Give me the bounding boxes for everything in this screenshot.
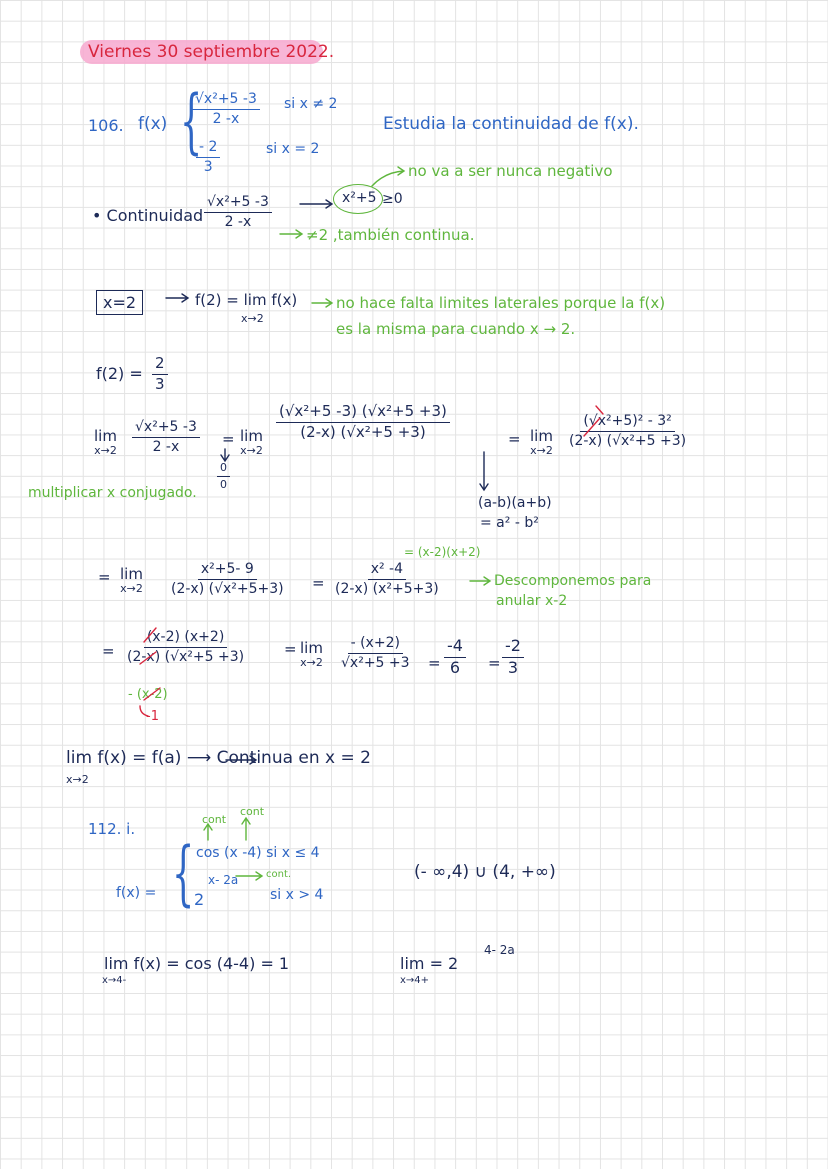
l4-denominator: (2-x) (√x²+5+3)	[171, 580, 284, 597]
continuity-label: • Continuidad	[92, 206, 204, 225]
l3-numerator: (√x²+5)² - 3²	[580, 414, 674, 432]
equals-1: =	[222, 430, 235, 448]
case2-condition: si x = 2	[266, 141, 320, 157]
strike-sqrt	[584, 406, 603, 436]
lim-4-label: lim	[120, 565, 143, 583]
l5-factor-note: = (x-2)(x+2)	[404, 545, 481, 559]
l4-numerator: x²+5- 9	[198, 562, 257, 580]
f2-limit: f(2) = lim f(x)	[195, 291, 298, 309]
arrow-cont-case2	[236, 872, 262, 880]
case1-denominator: 2 -x	[212, 110, 240, 127]
right-limit: lim = 2	[400, 954, 459, 973]
equals-7: =	[428, 654, 441, 672]
piecewise-brace-112: {	[172, 832, 195, 914]
case2-denominator: 3	[203, 158, 213, 175]
exercise-number-106: 106.	[88, 116, 124, 135]
equals-3: =	[98, 568, 111, 586]
piecewise-brace: {	[180, 80, 203, 162]
l2-denominator: (2-x) (√x²+5 +3)	[300, 422, 426, 441]
equals-8: =	[488, 654, 501, 672]
l5-numerator: x² -4	[368, 562, 406, 580]
arrow-never-negative	[372, 167, 404, 186]
lim-1-sub: x→2	[94, 443, 117, 457]
lim-4-sub: x→2	[120, 581, 143, 595]
f2-numerator: 2	[152, 356, 168, 375]
date-heading: Viernes 30 septiembre 2022.	[88, 42, 335, 62]
strike-x-2	[144, 628, 156, 642]
l1-numerator: √x²+5 -3	[132, 420, 200, 438]
l9-numerator: -2	[502, 638, 524, 658]
lim-5-label: lim	[300, 639, 323, 657]
case1-numerator: √x²+5 -3	[192, 92, 260, 110]
arrow-decompose	[470, 577, 490, 585]
l6-numerator: (x-2) (x+2)	[144, 630, 227, 648]
l6-denominator: (2-x) (√x²+5 +3)	[127, 648, 245, 665]
l7-denominator: √x²+5 +3	[341, 654, 410, 671]
l5-denominator: (2-x) (x²+5+3)	[335, 580, 439, 597]
exercise-number-112: 112. i.	[88, 820, 136, 838]
case1-condition: si x ≠ 2	[284, 96, 338, 112]
arrow-to-radicand	[300, 200, 332, 208]
indet-numerator: 0	[217, 462, 230, 477]
strike-note	[144, 688, 160, 700]
equals-5: =	[102, 642, 115, 660]
l8-numerator: -4	[444, 638, 466, 658]
function-name: f(x)	[138, 114, 168, 134]
arrow-cont-b	[242, 818, 250, 840]
arrow-cont-a	[204, 824, 212, 840]
case2-cont-note: cont.	[266, 869, 292, 880]
radicand-condition: ≥0	[382, 191, 403, 207]
case1-112: cos (x -4) si x ≤ 4	[196, 845, 320, 861]
left-limit: lim f(x) = cos (4-4) = 1	[104, 954, 290, 973]
task-statement: Estudia la continuidad de f(x).	[383, 114, 639, 134]
conclusion-sub: x→2	[66, 773, 89, 786]
l6-note-2: -1	[146, 709, 159, 724]
also-continuous-note: ≠2 ,también continua.	[306, 226, 475, 244]
case2-numerator: - 2	[196, 140, 220, 158]
l8-denominator: 6	[449, 657, 461, 677]
identity-line-2: = a² - b²	[480, 515, 539, 531]
radicand: x²+5	[342, 190, 377, 206]
arrow-identity	[480, 452, 488, 490]
lim-2-label: lim	[240, 427, 263, 445]
function-name-112: f(x) =	[116, 885, 157, 901]
note-lateral-2: es la misma para cuando x → 2.	[336, 320, 576, 338]
case2-exponent: x- 2a	[208, 873, 239, 887]
lim-3-label: lim	[530, 427, 553, 445]
arrow-f2	[166, 294, 188, 302]
arrow-minus-one	[140, 706, 148, 716]
cont-label-a: cont	[202, 813, 227, 826]
arrow-lateral-note	[312, 299, 332, 307]
arrow-conclusion	[226, 756, 256, 764]
lim-2-sub: x→2	[240, 443, 263, 457]
cont-label-b: cont	[240, 805, 265, 818]
arrow-indeterminate	[221, 449, 229, 461]
f2-denominator: 3	[155, 374, 165, 393]
l2-numerator: (√x²+5 -3) (√x²+5 +3)	[276, 404, 450, 423]
decompose-note-1: Descomponemos para	[494, 573, 652, 589]
l3-denominator: (2-x) (√x²+5 +3)	[569, 432, 687, 449]
arrow-also-continuous	[280, 230, 302, 238]
case2-base: 2	[194, 890, 205, 909]
f2-lhs: f(2) =	[96, 364, 143, 383]
l9-denominator: 3	[507, 657, 519, 677]
equals-2: =	[508, 430, 521, 448]
l6-note-1: - (x-2)	[128, 687, 168, 702]
right-limit-sub: x→4+	[400, 975, 430, 986]
case2-condition-112: si x > 4	[270, 887, 324, 903]
f2-limit-sub: x→2	[241, 312, 264, 325]
l1-denominator: 2 -x	[152, 438, 180, 455]
conclusion: lim f(x) = f(a) ⟶ Continua en x = 2	[66, 748, 371, 768]
boxed-x-equals-2: x=2	[96, 290, 143, 315]
decompose-note-2: anular x-2	[496, 593, 568, 609]
continuity-denominator: 2 -x	[224, 213, 252, 230]
indet-denominator: 0	[220, 477, 227, 491]
lim-5-sub: x→2	[300, 655, 323, 669]
left-limit-sub: x→4-	[102, 975, 127, 986]
domain-intervals: (- ∞,4) ∪ (4, +∞)	[414, 862, 556, 882]
strike-2-x	[140, 652, 156, 664]
lim-3-sub: x→2	[530, 443, 553, 457]
conjugate-note: multiplicar x conjugado.	[28, 485, 197, 501]
right-limit-exponent: 4- 2a	[484, 943, 515, 957]
note-lateral-1: no hace falta limites laterales porque la f(x)	[336, 294, 666, 312]
identity-line-1: (a-b)(a+b)	[478, 495, 552, 511]
equals-4: =	[312, 574, 325, 592]
l7-numerator: - (x+2)	[348, 636, 403, 654]
continuity-numerator: √x²+5 -3	[204, 195, 272, 213]
lim-1-label: lim	[94, 427, 117, 445]
equals-6: =	[284, 640, 297, 658]
note-never-negative: no va a ser nunca negativo	[408, 162, 613, 180]
